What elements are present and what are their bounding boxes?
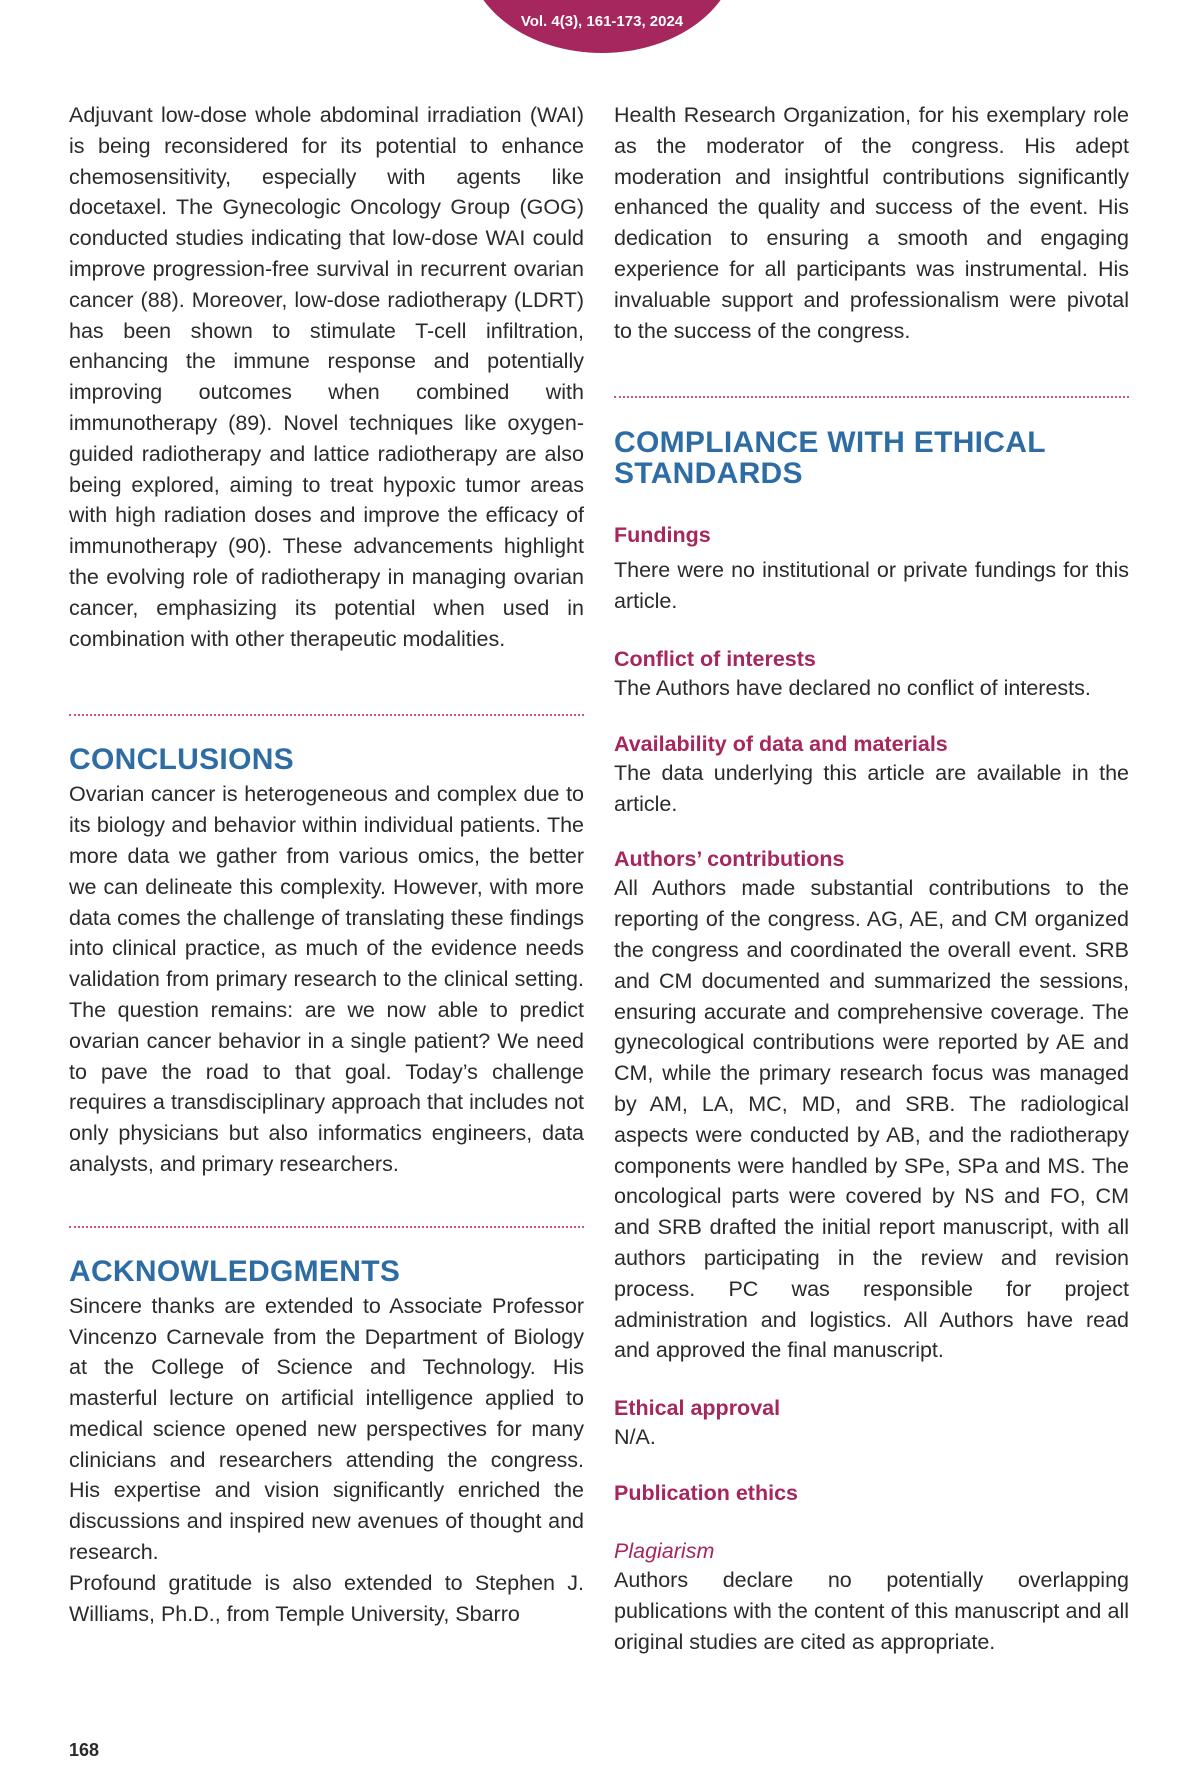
intro-paragraph: Adjuvant low-dose whole abdominal irradiation (WAI) is being reconsidered for its potential to enhance chemosensitivity, especially with agents like docetaxel. The Gynecologic Oncology Group (GOG) conducted studies indicating that low-dose WAI could improve progression-free survival in recurrent ovarian cancer (88). Moreover, low-dose radiotherapy (LDRT) has been shown to stimulate T-cell infiltration, enhancing the immune response and potentially improving outcomes when combined with immunotherapy (89). Novel techniques like oxygen-guided radiotherapy and lattice radiotherapy are also being explored, aiming to treat hypoxic tumor areas with high radiation doses and improve the efficacy of immunotherapy (90). These advancements highlight the evolving role of radiotherapy in managing ovarian cancer, emphasizing its potential when used in combination with other therapeutic modalities. bbox=[69, 103, 584, 651]
conclusions-heading: CONCLUSIONS bbox=[69, 743, 294, 777]
acknowledgments-text-continued: Profound gratitude is also extended to Stephen J. Williams, Ph.D., from Temple University, Sbarro bbox=[69, 1570, 584, 1626]
acknowledgments-heading: ACKNOWLEDGMENTS bbox=[69, 1254, 401, 1288]
volume-label: Vol. 4(3), 161-173, 2024 bbox=[520, 13, 684, 30]
acknowledgments-text: Sincere thanks are extended to Associate Professor Vincenzo Carnevale from the Department of Biology at the College of Science and Technology. His masterful lecture on artificial intelligence applied to medical science opened new perspectives for many clinicians and researchers attending the congress. His expertise and vision significantly enriched the discussions and inspired new avenues of thought and research. bbox=[69, 1293, 584, 1565]
contributions-text: All Authors made substantial contributions to the reporting of the congress. AG, AE, and CM organized the congress and coordinated the overall event. SRB and CM documented and summarized the sessions, ensuring accurate and comprehensive coverage. The gynecological contributions were reported by AE and CM, while the primary research focus was managed by AM, LA, MC, MD, and SRB. The radiological aspects were conducted by AB, and the radiotherapy components were handled by SPe, SPa and MS. The oncological parts were covered by NS and FO, CM and SRB drafted the initial report manuscript, with all authors participating in the review and revision process. PC was responsible for project administration and logistics. All Authors have read and approved the final manuscript. bbox=[614, 876, 1129, 1363]
continuation-paragraph: Health Research Organization, for his exemplary role as the moderator of the congress. His adept moderation and insightful contributions significantly enhanced the quality and success of the event. His dedication to ensuring a smooth and engaging experience for all participants was instrumental. His invaluable support and professionalism were pivotal to the success of the congress. bbox=[614, 103, 1129, 343]
right-column bbox=[614, 100, 1129, 1657]
conflict-heading: Conflict of interests bbox=[614, 646, 816, 671]
page-number: 168 bbox=[69, 1740, 100, 1760]
conclusions-text: Ovarian cancer is heterogeneous and complex due to its biology and behavior within individual patients. The more data we gather from various omics, the better we can delineate this complexity. However, with more data comes the challenge of translating these findings into clinical practice, as much of the evidence needs validation from primary research to the clinical setting. The question remains: are we now able to predict ovarian cancer behavior in a single patient? We need to pave the road to that goal. Today’s challenge requires a transdisciplinary approach that includes not only physicians but also informatics engineers, data analysts, and primary researchers. bbox=[69, 782, 584, 1176]
fundings-text: There were no institutional or private fundings for this article. bbox=[614, 558, 1129, 614]
section-divider bbox=[614, 396, 1129, 398]
left-column bbox=[69, 100, 584, 1629]
publication-ethics-heading: Publication ethics bbox=[614, 1480, 798, 1505]
fundings-heading: Fundings bbox=[614, 523, 711, 548]
section-divider bbox=[69, 1226, 584, 1228]
contributions-heading: Authors’ contributions bbox=[614, 847, 845, 872]
section-divider bbox=[69, 714, 584, 716]
compliance-heading: COMPLIANCE WITH ETHICAL STANDARDS bbox=[614, 426, 1046, 491]
plagiarism-heading: Plagiarism bbox=[614, 1538, 715, 1563]
plagiarism-text: Authors declare no potentially overlapping publications with the content of this manuscript and all original studies are cited as appropriate. bbox=[614, 1567, 1129, 1654]
ethical-approval-heading: Ethical approval bbox=[614, 1396, 781, 1421]
availability-text: The data underlying this article are available in the article. bbox=[614, 760, 1129, 816]
availability-heading: Availability of data and materials bbox=[614, 731, 948, 756]
ethical-approval-text: N/A. bbox=[614, 1425, 656, 1450]
conflict-text: The Authors have declared no conflict of interests. bbox=[614, 675, 1091, 700]
